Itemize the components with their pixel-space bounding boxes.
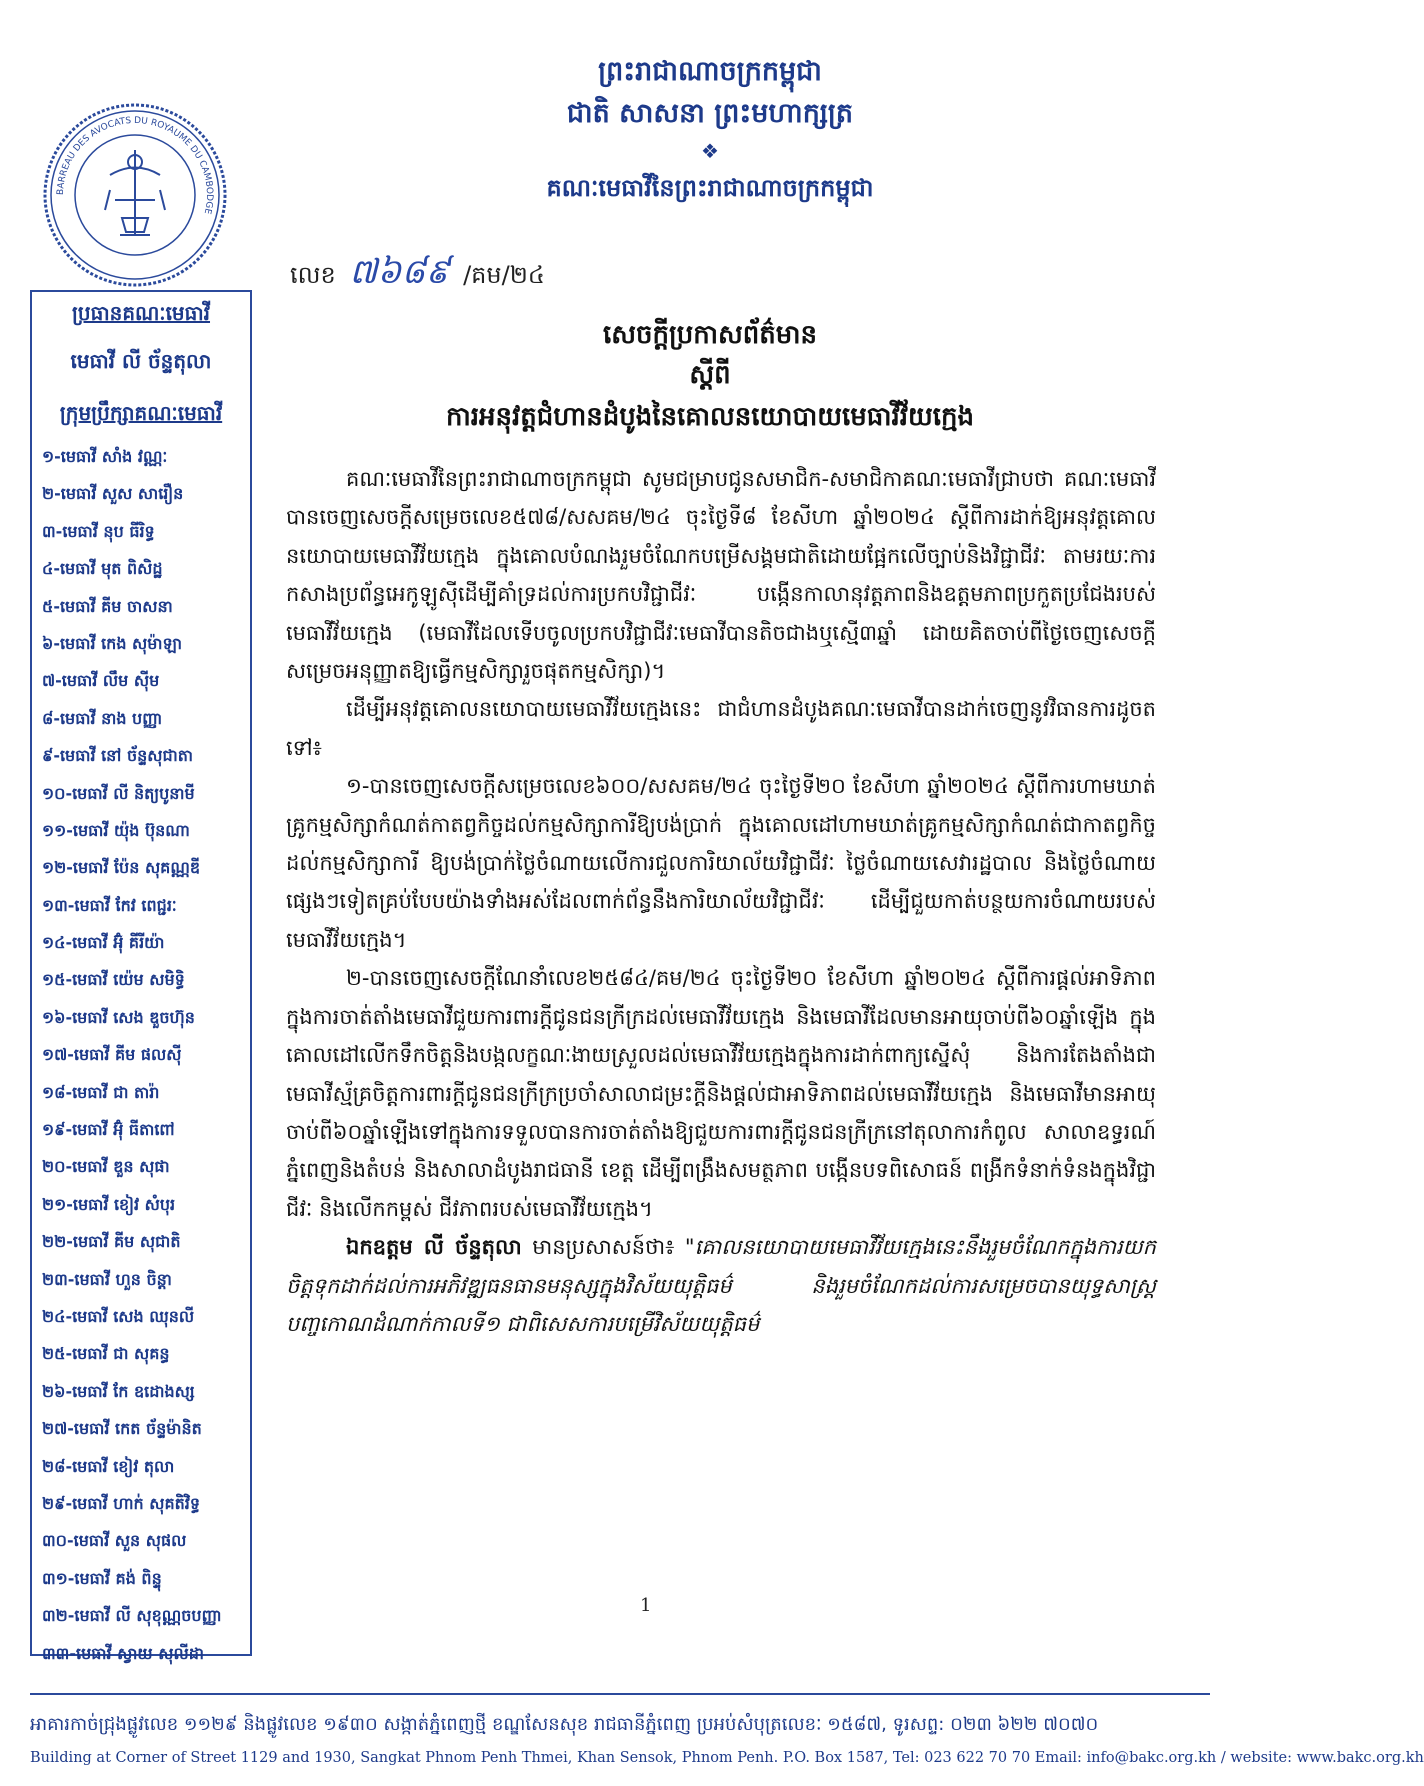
reference-handwritten-number: ៧៦៨៩ <box>349 252 450 292</box>
kingdom-title: ព្រះរាជាណាចក្រកម្ពុជា <box>598 56 822 87</box>
letterhead <box>500 52 920 210</box>
council-member: ១-មេធាវី សាំង វណ្ណៈ <box>42 447 168 466</box>
council-member: ៣១-មេធាវី គង់ ពិន្ទុ <box>42 1568 162 1588</box>
speaker-name: ឯកឧត្តម លី ច័ន្ទតុលា <box>346 1235 522 1260</box>
paragraph-quote <box>286 1228 1156 1343</box>
footer-divider <box>30 1693 1210 1695</box>
page-number: 1 <box>640 1595 652 1616</box>
council-member: ១០-មេធាវី លី និត្យបូនាមី <box>42 783 195 803</box>
council-member: ១៧-មេធាវី គីម ផលស៊ី <box>42 1045 182 1065</box>
paragraph-measure-1: ១-បានចេញសេចក្តីសម្រេចលេខ៦០០/សសគម/២៤ ចុះថ្ងៃទី២០ ខែសីហា ឆ្នាំ២០២៤ ស្តីពីការហាមឃាត់គ្រូកម្មសិក្សាកំណត់កាតព្វកិច្ចដល់កម្មសិក្សាការីឱ្យបង់ប្រាក់ ក្នុងគោលដៅហាមឃាត់គ្រូកម្មសិក្សាកំណត់ជាកាតព្វកិច្ចដល់កម្មសិក្សាការី ឱ្យបង់ប្រាក់ថ្លៃចំណាយលើការជួលការិយាល័យវិជ្ជាជីវៈ ថ្លៃចំណាយសេវារដ្ឋបាល និងថ្លៃចំណាយផ្សេងៗទៀតគ្រប់បែបយ៉ាងទាំងអស់ដែលពាក់ព័ន្ធនឹងការិយាល័យវិជ្ជាជីវៈ ដើម្បីជួយកាត់បន្ថយការចំណាយរបស់មេធាវីវ័យក្មេង។ <box>286 774 1156 952</box>
council-member: ១៨-មេធាវី ជា តារ៉ា <box>42 1082 160 1102</box>
president-name: មេធាវី លី ច័ន្ទតុលា <box>70 349 212 373</box>
council-member: ១៤-មេធាវី អ៊ុំ គីរីយ៉ា <box>42 933 165 953</box>
council-member: ៣០-មេធាវី សួន សុផល <box>42 1531 187 1551</box>
document-title-connector: ស្តីពី <box>689 360 731 390</box>
council-member: ១៥-មេធាវី យ៉េម សមិទ្ធិ <box>42 970 185 990</box>
council-member: ២៦-មេធាវី កែ ឧដោងស្ស <box>42 1381 195 1401</box>
reference-number <box>290 250 545 300</box>
national-motto: ជាតិ សាសនា ព្រះមហាក្សត្រ <box>566 98 854 129</box>
council-member: ៣២-មេធាវី លី សុខុណ្ណចបញ្ញា <box>42 1606 222 1626</box>
council-member: ១៩-មេធាវី អ៊ុំ ធីតាពៅ <box>42 1120 175 1140</box>
reference-prefix: លេខ <box>290 261 336 289</box>
speaker-quote: "គោលនយោបាយមេធាវីវ័យក្មេងនេះនឹងរួមចំណែកក្នុងការយកចិត្តទុកដាក់ដល់ការអភិវឌ្ឍធនធានមនុស្សក្នុងវិស័យយុត្តិធម៌ និងរួមចំណែកដល់ការសម្រេចបានយុទ្ធសាស្ត្របញ្ចកោណដំណាក់កាលទី១ ជាពិសេសការបម្រើវិស័យយុត្តិធម៌ <box>286 1235 1156 1336</box>
council-member: ២១-មេធាវី ខៀវ សំបុរ <box>42 1194 176 1214</box>
council-heading: ក្រុមប្រឹក្សាគណៈមេធាវី <box>59 401 223 425</box>
document-title-block <box>330 315 1090 439</box>
footer-address-english: Building at Corner of Street 1129 and 1930, Sangkat Phnom Penh Thmei, Khan Sensok, Phnom Penh. P.O. Box 1587, Tel: 023 622 70 70 Email: info@bakc.org.kh / website: www.bakc.org.kh <box>30 1750 1424 1766</box>
organization-name: គណៈមេធាវីនៃព្រះរាជាណាចក្រកម្ពុជា <box>546 174 874 202</box>
council-member: ២៥-មេធាវី ជា សុគន្ធ <box>42 1344 170 1364</box>
paragraph-measures-lead: ដើម្បីអនុវត្តគោលនយោបាយមេធាវីវ័យក្មេងនេះ ជាជំហានដំបូងគណៈមេធាវីបានដាក់ចេញនូវវិធានការដូចតទៅ៖ <box>286 697 1156 760</box>
council-sidebar <box>30 290 252 1663</box>
council-member: ៩-មេធាវី នៅ ច័ន្ទសុជាតា <box>42 746 193 766</box>
council-member: ៦-មេធាវី កេង សុម៉ាឡា <box>42 633 183 653</box>
council-member: ១២-មេធាវី ប៉ែន សុគណ្ណឌី <box>42 858 201 878</box>
reference-suffix: /គម/២៤ <box>463 261 545 289</box>
president-heading: ប្រធានគណៈមេធាវី <box>71 301 211 325</box>
council-member: ១៦-មេធាវី សេង ឌួចហ៊ុន <box>42 1007 195 1027</box>
seal-text: BARREAU DES AVOCATS DU ROYAUME DU CAMBODGE <box>55 115 215 215</box>
document-subject: ការអនុវត្តជំហានដំបូងនៃគោលនយោបាយមេធាវីវ័យក្មេង <box>445 402 975 432</box>
council-member: ៨-មេធាវី នាង បញ្ញា <box>42 708 163 728</box>
council-member: ២២-មេធាវី គីម សុជាតិ <box>42 1232 181 1252</box>
footer-address-khmer: អាគារកាច់ជ្រុងផ្លូវលេខ ១១២៩ និងផ្លូវលេខ ១៩៣០ សង្កាត់ភ្នំពេញថ្មី ខណ្ឌសែនសុខ រាជធានីភ្នំពេញ ប្រអប់សំបុត្រលេខៈ ១៥៨៧, ទូរសព្ទ: ០២៣ ៦២២ ៧០៧០ <box>30 1714 1099 1735</box>
council-member: ៤-មេធាវី មុត ពិសិដ្ឋ <box>42 559 163 579</box>
council-member: ២៨-មេធាវី ខៀវ តុលា <box>42 1456 175 1476</box>
council-member: ៥-មេធាវី គីម ចាសនា <box>42 596 173 616</box>
council-member-list <box>42 438 247 1672</box>
paragraph-measure-2: ២-បានចេញសេចក្តីណែនាំលេខ២៥៨៤/គម/២៤ ចុះថ្ងៃទី២០ ខែសីហា ឆ្នាំ២០២៤ ស្តីពីការផ្តល់អាទិភាពក្នុងការចាត់តាំងមេធាវីជួយការពារក្តីជូនជនក្រីក្រដល់មេធាវីវ័យក្មេង និងមេធាវីដែលមានអាយុចាប់ពី៦០ឆ្នាំឡើង ក្នុងគោលដៅលើកទឹកចិត្តនិងបង្កលក្ខណៈងាយស្រួលដល់មេធាវីវ័យក្មេងក្នុងការដាក់ពាក្យស្នើសុំ និងការតែងតាំងជាមេធាវីស្ម័គ្រចិត្តការពារក្តីជូនជនក្រីក្រប្រចាំសាលាជម្រះក្តីនិងផ្តល់ជាអាទិភាពដល់មេធាវីវ័យក្មេង និងមេធាវីមានអាយុចាប់ពី៦០ឆ្នាំឡើងទៅក្នុងការទទួលបានការចាត់តាំងឱ្យជួយការពារក្តីជូនជនក្រីក្រនៅតុលាការកំពូល សាលាឧទ្ធរណ៍ភ្នំពេញនិងតំបន់ និងសាលាដំបូងរាជធានី ខេត្ត ដើម្បីពង្រឹងសមត្ថភាព បង្កើនបទពិសោធន៍ ពង្រីកទំនាក់ទំនងក្នុងវិជ្ជាជីវៈ និងលើកកម្ពស់ ជីវភាពរបស់មេធាវីវ័យក្មេង។ <box>286 966 1156 1221</box>
council-member: ៣-មេធាវី នុប ធីរិទ្ធ <box>42 521 155 541</box>
council-member: ២៣-មេធាវី ហួន ចិន្តា <box>42 1269 172 1289</box>
council-member: ៣៣-មេធាវី ស្វាយ សុលីដា <box>42 1643 204 1663</box>
council-member: ៧-មេធាវី លឹម ស៊ីម <box>42 671 160 691</box>
paragraph-intro: គណៈមេធាវីនៃព្រះរាជាណាចក្រកម្ពុជា សូមជម្រាបជូនសមាជិក-សមាជិកាគណៈមេធាវីជ្រាបថា គណៈមេធាវីបានចេញសេចក្តីសម្រេចលេខ៥៧៨/សសគម/២៤ ចុះថ្ងៃទី៨ ខែសីហា ឆ្នាំ២០២៤ ស្តីពីការដាក់ឱ្យអនុវត្តគោលនយោបាយមេធាវីវ័យក្មេង ក្នុងគោលបំណងរួមចំណែកបម្រើសង្គមជាតិដោយផ្អែកលើច្បាប់និងវិជ្ជាជីវៈ តាមរយៈការកសាងប្រព័ន្ធអេកូឡូស៊ីដើម្បីគាំទ្រដល់ការប្រកបវិជ្ជាជីវៈ បង្កើនកាលានុវត្តភាពនិងឧត្តមភាពប្រកួតប្រជែងរបស់មេធាវីវ័យក្មេង (មេធាវីដែលទើបចូលប្រកបវិជ្ជាជីវៈមេធាវីបានតិចជាងឬស្មើ៣ឆ្នាំ ដោយគិតចាប់ពីថ្ងៃចេញសេចក្តីសម្រេចអនុញ្ញាតឱ្យធ្វើកម្មសិក្សារួចផុតកម្មសិក្សា)។ <box>286 467 1156 684</box>
council-member: ២៩-មេធាវី ហាក់ សុគតិវិទ្ធ <box>42 1493 201 1513</box>
council-member: ២៧-មេធាវី កេត ច័ន្ទម៉ានិត <box>42 1419 202 1439</box>
speaker-said: មានប្រសាសន៍ថា៖ <box>521 1235 685 1260</box>
council-member: ១៣-មេធាវី កែវ ពេជ្ជរៈ <box>42 895 177 915</box>
ornament-icon: ❖ <box>701 139 719 163</box>
council-member: ២៤-មេធាវី សេង ឈុនលី <box>42 1306 195 1326</box>
council-member: ២០-មេធាវី ឌួន សុផា <box>42 1157 170 1177</box>
bar-association-seal <box>40 100 230 290</box>
council-member: ១១-មេធាវី យ៉ុង ប៊ុនណា <box>42 820 190 840</box>
council-member: ២-មេធាវី សួស សារឿន <box>42 484 184 504</box>
document-title: សេចក្តីប្រកាសព័ត៌មាន <box>602 320 818 350</box>
document-body <box>286 460 1156 1343</box>
